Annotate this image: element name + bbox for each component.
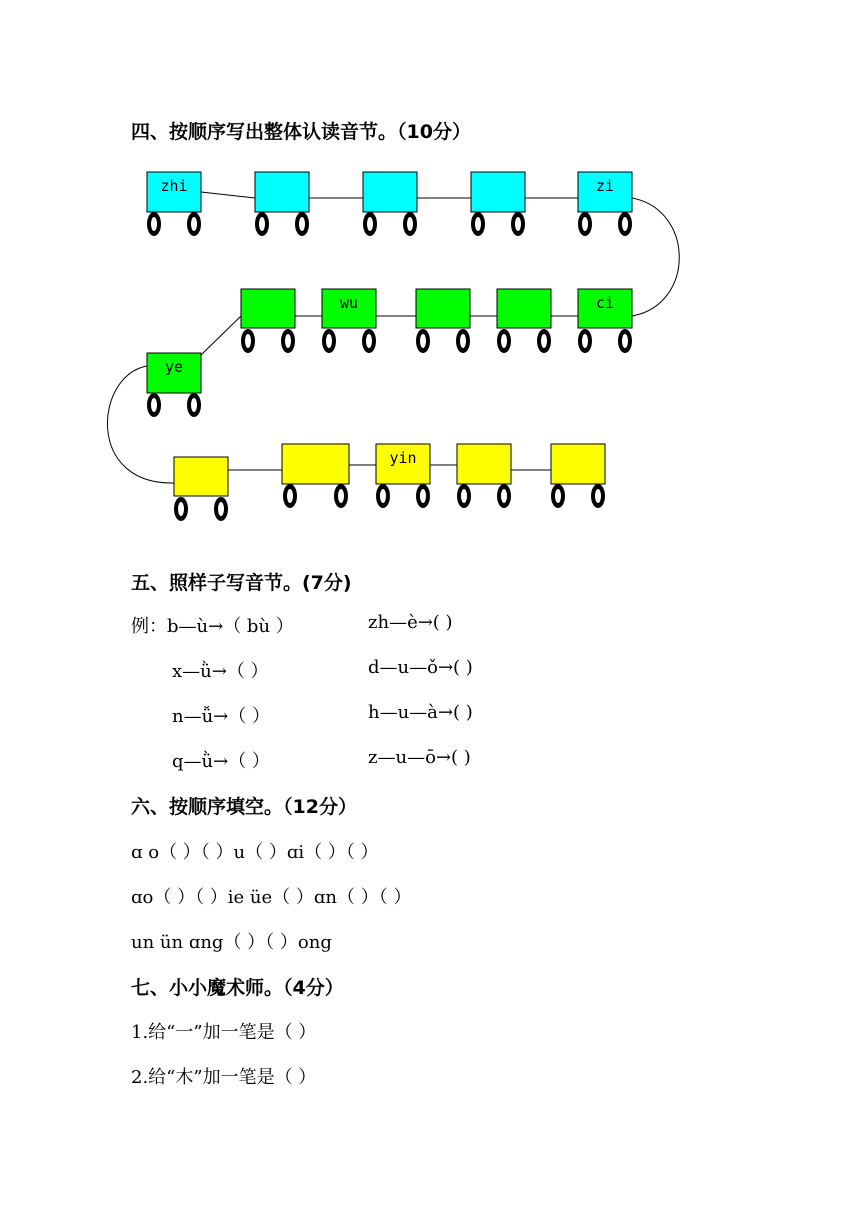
wheel-hole bbox=[555, 489, 561, 503]
wheel-hole bbox=[287, 489, 293, 503]
spelling-row-4-left: q—ǜ→（ ） bbox=[172, 751, 270, 772]
spelling-row-3-right: h—u—à→( ) bbox=[368, 702, 473, 723]
wheel-hole bbox=[218, 502, 224, 516]
wheel-hole bbox=[285, 334, 291, 348]
wheel-hole bbox=[420, 334, 426, 348]
wheel-hole bbox=[366, 334, 372, 348]
wheel-hole bbox=[461, 489, 467, 503]
train-car bbox=[457, 444, 511, 484]
wheel-hole bbox=[582, 217, 588, 231]
wheel-hole bbox=[595, 489, 601, 503]
train-car bbox=[255, 172, 309, 212]
wheel-hole bbox=[622, 334, 628, 348]
wheel-hole bbox=[151, 217, 157, 231]
wheel-hole bbox=[338, 489, 344, 503]
fill-in-line-2: ɑo（ ）（ ）ie üe（ ）ɑn（ ）（ ） bbox=[131, 887, 412, 908]
wheel-hole bbox=[407, 217, 413, 231]
wheel-hole bbox=[326, 334, 332, 348]
train-car bbox=[241, 289, 295, 328]
train-car bbox=[282, 444, 349, 484]
spelling-row-2-right: d—u—ǒ→( ) bbox=[368, 657, 473, 678]
train-car bbox=[363, 172, 417, 212]
section-4-heading: 四、按顺序写出整体认读音节。（10分） bbox=[131, 121, 471, 143]
wheel-hole bbox=[501, 334, 507, 348]
wheel-hole bbox=[178, 502, 184, 516]
car-label: yin bbox=[389, 449, 417, 467]
car-label: zhi bbox=[160, 177, 188, 195]
wheel-hole bbox=[582, 334, 588, 348]
spelling-row-4-right: z—u—ō→( ) bbox=[368, 747, 471, 768]
wheel-hole bbox=[515, 217, 521, 231]
fill-in-line-1: ɑ o（ ）（ ）u（ ）ɑi（ ）（ ） bbox=[131, 842, 379, 863]
spelling-row-3-left: n—ǚ→（ ） bbox=[172, 706, 270, 727]
example-row-right: zh—è→( ) bbox=[368, 612, 453, 633]
wheel-hole bbox=[475, 217, 481, 231]
section-6-heading: 六、按顺序填空。（12分） bbox=[131, 796, 357, 818]
wheel-hole bbox=[380, 489, 386, 503]
section-7-heading: 七、小小魔术师。（4分） bbox=[131, 977, 344, 999]
coupling-line bbox=[201, 316, 241, 355]
wheel-hole bbox=[259, 217, 265, 231]
train-car bbox=[416, 289, 470, 328]
wheel-hole bbox=[191, 217, 197, 231]
wheel-hole bbox=[299, 217, 305, 231]
wheel-hole bbox=[541, 334, 547, 348]
pinyin-train-diagram bbox=[0, 0, 860, 540]
example-row-left: 例：b—ù→（ bù ） bbox=[131, 616, 294, 637]
magic-question-1: 1.给“一”加一笔是（ ） bbox=[131, 1022, 317, 1043]
curve-connector bbox=[632, 198, 679, 316]
coupling-line bbox=[201, 192, 255, 198]
train-car bbox=[497, 289, 551, 328]
wheel-hole bbox=[501, 489, 507, 503]
magic-question-2: 2.给“木”加一笔是（ ） bbox=[131, 1067, 317, 1088]
wheel-hole bbox=[191, 398, 197, 412]
train-car bbox=[471, 172, 525, 212]
train-car bbox=[551, 444, 605, 484]
wheel-hole bbox=[151, 398, 157, 412]
wheel-hole bbox=[460, 334, 466, 348]
car-label: zi bbox=[595, 177, 615, 195]
train-car bbox=[174, 457, 228, 496]
spelling-row-2-left: x—ǜ→（ ） bbox=[172, 661, 269, 682]
car-label: ci bbox=[595, 294, 615, 312]
fill-in-line-3: un ün ɑng（ ）（ ）ong bbox=[131, 932, 332, 953]
wheel-hole bbox=[622, 217, 628, 231]
wheel-hole bbox=[420, 489, 426, 503]
car-label: ye bbox=[164, 358, 184, 376]
wheel-hole bbox=[245, 334, 251, 348]
wheel-hole bbox=[367, 217, 373, 231]
section-5-heading: 五、照样子写音节。(7分) bbox=[131, 572, 352, 594]
car-label: wu bbox=[339, 294, 359, 312]
